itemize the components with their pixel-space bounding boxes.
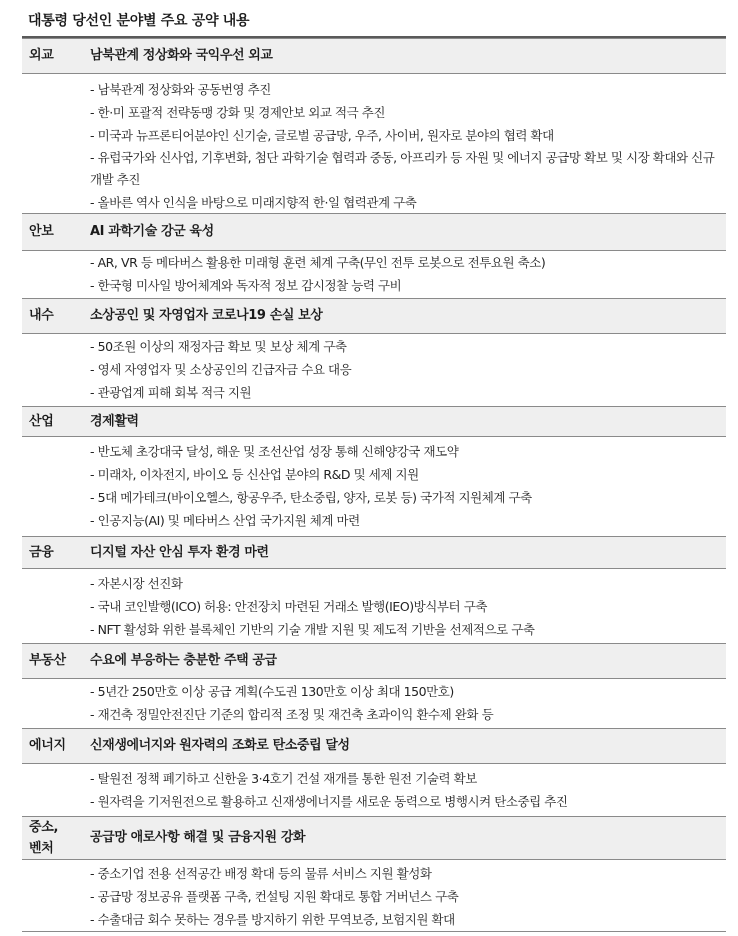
- item-list: [90, 862, 720, 931]
- section-energy: [22, 728, 726, 816]
- list-item: - 재건축 정밀안전진단 기준의 합리적 조정 및 재건축 초과이익 환수제 완화 등: [90, 707, 494, 722]
- list-item: - 미국과 뉴프론티어분야인 신기술, 글로벌 공급망, 우주, 사이버, 원자로 분야의 협력 확대: [90, 128, 554, 143]
- item-list: [90, 572, 720, 641]
- section-domestic: [22, 298, 726, 406]
- item-list: [90, 335, 720, 404]
- section-diplomacy: [22, 38, 726, 213]
- section-heading: 디지털 자산 안심 투자 환경 마련: [90, 545, 269, 560]
- item-list: [90, 251, 720, 297]
- section-heading: 경제활력: [90, 414, 139, 429]
- section-sme-venture: [22, 816, 726, 931]
- list-item: - 인공지능(AI) 및 메타버스 산업 국가지원 체계 마련: [90, 513, 360, 528]
- list-item: - 5대 메가테크(바이오헬스, 항공우주, 탄소중립, 양자, 로봇 등) 국가적 지원체계 구축: [90, 490, 532, 505]
- list-item: - 수출대금 회수 못하는 경우를 방지하기 위한 무역보증, 보험지원 확대: [90, 912, 455, 927]
- list-item: - 남북관계 정상화와 공동번영 추진: [90, 82, 271, 97]
- section-heading: 신재생에너지와 원자력의 조화로 탄소중립 달성: [90, 738, 350, 753]
- section-label: 중소, 벤처: [29, 820, 59, 856]
- list-item: - 국내 코인발행(ICO) 허용: 안전장치 마련된 거래소 발행(IEO)방식부터 구축: [90, 599, 487, 614]
- item-list: [90, 680, 720, 726]
- list-item: - 올바른 역사 인식을 바탕으로 미래지향적 한·일 협력관계 구축: [90, 195, 417, 210]
- list-item: - 반도체 초강대국 달성, 해운 및 조선산업 성장 통해 신해양강국 재도약: [90, 444, 459, 459]
- section-real-estate: [22, 643, 726, 728]
- list-item: - NFT 활성화 위한 블록체인 기반의 기술 개발 지원 및 제도적 기반을 선제적으로 구축: [90, 622, 535, 637]
- section-label: 에너지: [29, 738, 66, 753]
- list-item: - 유럽국가와 신사업, 기후변화, 첨단 과학기술 협력과 중동, 아프리카 등 자원 및 에너지 공급망 확보 및 시장 확대와 신규 개발 추진: [90, 150, 715, 187]
- item-list: [90, 767, 720, 813]
- section-security: [22, 213, 726, 298]
- section-label: 외교: [29, 48, 54, 63]
- list-item: - 영세 자영업자 및 소상공인의 긴급자금 수요 대응: [90, 362, 352, 377]
- list-item: - 자본시장 선진화: [90, 576, 183, 591]
- list-item: - 중소기업 전용 선적공간 배정 확대 등의 물류 서비스 지원 활성화: [90, 866, 432, 881]
- section-label: 부동산: [29, 653, 66, 668]
- section-heading: 남북관계 정상화와 국익우선 외교: [90, 48, 273, 63]
- section-finance: [22, 536, 726, 643]
- section-heading: AI 과학기술 강군 육성: [90, 224, 214, 239]
- list-item: - 탈원전 정책 폐기하고 신한울 3·4호기 건설 재개를 통한 원전 기술력 확보: [90, 771, 477, 786]
- list-item: - 관광업계 피해 회복 적극 지원: [90, 385, 252, 400]
- list-item: - AR, VR 등 메타버스 활용한 미래형 훈련 체계 구축(무인 전투 로봇으로 전투요원 축소): [90, 255, 546, 270]
- section-label: 산업: [29, 414, 54, 429]
- document-title: 대통령 당선인 분야별 주요 공약 내용: [28, 13, 250, 29]
- section-industry: [22, 406, 726, 536]
- list-item: - 한·미 포괄적 전략동맹 강화 및 경제안보 외교 적극 추진: [90, 105, 386, 120]
- section-heading: 소상공인 및 자영업자 코로나19 손실 보상: [90, 308, 323, 323]
- section-label: 내수: [29, 308, 54, 323]
- section-heading: 공급망 애로사항 해결 및 금융지원 강화: [90, 830, 306, 845]
- item-list: [90, 440, 720, 532]
- section-label: 안보: [29, 224, 54, 239]
- list-item: - 50조원 이상의 재정자금 확보 및 보상 체계 구축: [90, 339, 347, 354]
- list-item: - 원자력을 기저원전으로 활용하고 신재생에너지를 새로운 동력으로 병행시켜 탄소중립 추진: [90, 794, 568, 809]
- bottom-rule: [22, 931, 726, 932]
- item-list: [90, 78, 720, 214]
- list-item: - 공급망 정보공유 플랫폼 구축, 컨설팅 지원 확대로 통합 거버넌스 구축: [90, 889, 459, 904]
- list-item: - 5년간 250만호 이상 공급 계획(수도권 130만호 이상 최대 150만호): [90, 684, 454, 699]
- section-label: 금융: [29, 545, 54, 560]
- list-item: - 미래차, 이차전지, 바이오 등 신산업 분야의 R&D 및 세제 지원: [90, 467, 419, 482]
- list-item: - 한국형 미사일 방어체계와 독자적 정보 감시정찰 능력 구비: [90, 278, 402, 293]
- section-heading: 수요에 부응하는 충분한 주택 공급: [90, 653, 277, 668]
